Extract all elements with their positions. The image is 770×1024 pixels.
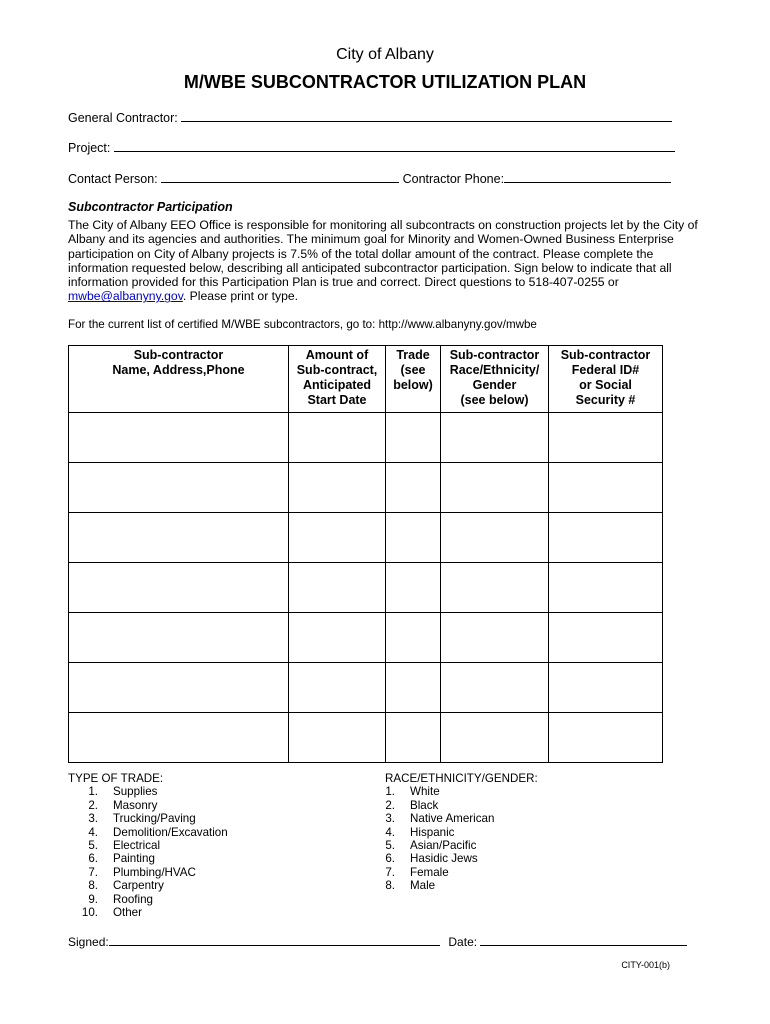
table-cell[interactable] bbox=[289, 413, 386, 463]
list-number: 3. bbox=[385, 812, 395, 826]
race-list-heading: RACE/ETHNICITY/GENDER: bbox=[385, 772, 538, 785]
paragraph-line: information requested below, describing all anticipated subcontractor participation. Sign below to indicate that all bbox=[68, 260, 672, 275]
signature-row bbox=[68, 933, 687, 949]
project-row bbox=[68, 139, 675, 156]
table-cell[interactable] bbox=[289, 563, 386, 613]
list-label: White bbox=[410, 785, 440, 799]
participation-heading: Subcontractor Participation bbox=[68, 200, 233, 214]
paragraph-line: information provided for this Participation Plan is true and correct. Direct questions to 518-407-0255 or bbox=[68, 275, 619, 290]
email-link[interactable]: mwbe@albanyny.gov bbox=[68, 289, 183, 304]
page-title: M/WBE SUBCONTRACTOR UTILIZATION PLAN bbox=[183, 72, 587, 92]
table-cell[interactable] bbox=[549, 663, 663, 713]
list-label: Painting bbox=[113, 852, 155, 866]
table-cell[interactable] bbox=[441, 613, 549, 663]
certified-list-note: For the current list of certified M/WBE subcontractors, go to: http://www.albanyny.gov/mwbe bbox=[68, 318, 537, 331]
table-cell[interactable] bbox=[441, 713, 549, 763]
list-number: 9. bbox=[88, 892, 98, 906]
date-label: Date: bbox=[448, 935, 478, 949]
table-cell[interactable] bbox=[549, 513, 663, 563]
paragraph-closing: . Please print or type. bbox=[182, 289, 299, 304]
list-number: 7. bbox=[385, 865, 395, 879]
table-cell[interactable] bbox=[69, 463, 289, 513]
list-label: Asian/Pacific bbox=[410, 839, 477, 853]
table-cell[interactable] bbox=[69, 613, 289, 663]
table-row bbox=[69, 713, 663, 763]
trade-list-item bbox=[68, 852, 228, 865]
list-label: Supplies bbox=[113, 785, 158, 799]
list-number: 2. bbox=[88, 798, 98, 812]
list-number: 5. bbox=[88, 839, 98, 853]
table-cell[interactable] bbox=[386, 463, 441, 513]
contact-person-field[interactable] bbox=[161, 170, 399, 183]
race-list-item bbox=[385, 812, 538, 825]
list-number: 2. bbox=[385, 798, 395, 812]
table-cell[interactable] bbox=[289, 513, 386, 563]
table-cell[interactable] bbox=[69, 413, 289, 463]
list-number: 4. bbox=[385, 825, 395, 839]
date-field[interactable] bbox=[480, 933, 687, 946]
col-trade: Trade (see below) bbox=[386, 346, 441, 413]
participation-paragraph bbox=[68, 218, 698, 304]
list-label: Male bbox=[410, 879, 436, 893]
list-label: Trucking/Paving bbox=[113, 812, 196, 826]
table-cell[interactable] bbox=[69, 563, 289, 613]
col-race-ethnicity-gender: Sub-contractor Race/Ethnicity/ Gender (see below) bbox=[441, 346, 549, 413]
list-number: 6. bbox=[88, 852, 98, 866]
table-row bbox=[69, 563, 663, 613]
table-body bbox=[69, 413, 663, 763]
signature-field[interactable] bbox=[109, 933, 440, 946]
race-list-item bbox=[385, 879, 538, 892]
table-cell[interactable] bbox=[386, 613, 441, 663]
list-label: Hasidic Jews bbox=[410, 852, 478, 866]
race-ethnicity-gender-list bbox=[385, 772, 538, 893]
table-row bbox=[69, 463, 663, 513]
table-cell[interactable] bbox=[441, 663, 549, 713]
table-cell[interactable] bbox=[386, 413, 441, 463]
table-cell[interactable] bbox=[441, 563, 549, 613]
list-label: Native American bbox=[410, 812, 495, 826]
table-cell[interactable] bbox=[289, 613, 386, 663]
list-label: Black bbox=[410, 798, 439, 812]
table-cell[interactable] bbox=[549, 563, 663, 613]
trade-list-item bbox=[68, 799, 228, 812]
table-cell[interactable] bbox=[289, 663, 386, 713]
list-number: 1. bbox=[385, 785, 395, 799]
table-cell[interactable] bbox=[69, 663, 289, 713]
trade-list-heading: TYPE OF TRADE: bbox=[68, 772, 164, 785]
table-cell[interactable] bbox=[549, 413, 663, 463]
table-cell[interactable] bbox=[69, 513, 289, 563]
race-list-item bbox=[385, 852, 538, 865]
race-list-item bbox=[385, 799, 538, 812]
list-label: Plumbing/HVAC bbox=[113, 865, 196, 879]
general-contractor-row bbox=[68, 109, 672, 126]
list-label: Electrical bbox=[113, 839, 161, 853]
table-cell[interactable] bbox=[441, 463, 549, 513]
contractor-phone-field[interactable] bbox=[504, 170, 671, 183]
table-cell[interactable] bbox=[69, 713, 289, 763]
table-cell[interactable] bbox=[549, 463, 663, 513]
list-number: 6. bbox=[385, 852, 395, 866]
trade-type-list bbox=[68, 772, 228, 919]
trade-list-item bbox=[68, 826, 228, 839]
list-label: Masonry bbox=[113, 798, 158, 812]
list-number: 10. bbox=[81, 906, 98, 920]
trade-list-item bbox=[68, 839, 228, 852]
list-label: Roofing bbox=[113, 892, 153, 906]
table-cell[interactable] bbox=[386, 713, 441, 763]
contact-row bbox=[68, 170, 671, 187]
project-label: Project: bbox=[68, 141, 111, 155]
city-name: City of Albany bbox=[336, 46, 434, 63]
race-list-item bbox=[385, 866, 538, 879]
table-cell[interactable] bbox=[386, 663, 441, 713]
paragraph-line: Albany and its agencies and authorities. The minimum goal for Minority and Women-Owned Business Enterprise bbox=[68, 232, 674, 247]
contractor-phone-label: Contractor Phone: bbox=[402, 172, 505, 186]
table-row bbox=[69, 413, 663, 463]
list-label: Demolition/Excavation bbox=[113, 825, 228, 839]
general-contractor-field[interactable] bbox=[181, 109, 672, 122]
trade-list-item bbox=[68, 785, 228, 798]
race-list-item bbox=[385, 826, 538, 839]
general-contractor-label: General Contractor: bbox=[68, 111, 178, 125]
list-label: Hispanic bbox=[410, 825, 455, 839]
paragraph-line: The City of Albany EEO Office is responsible for monitoring all subcontracts on construction projects let by the City of bbox=[68, 218, 698, 232]
trade-list-item bbox=[68, 812, 228, 825]
col-subcontractor-name: Sub-contractor Name, Address,Phone bbox=[69, 346, 289, 413]
table-cell[interactable] bbox=[386, 513, 441, 563]
race-list-item bbox=[385, 839, 538, 852]
trade-list-item bbox=[68, 906, 228, 919]
list-number: 4. bbox=[88, 825, 98, 839]
list-number: 7. bbox=[88, 865, 98, 879]
list-number: 8. bbox=[385, 879, 395, 893]
project-field[interactable] bbox=[114, 139, 675, 152]
table-cell[interactable] bbox=[386, 563, 441, 613]
table-header-row bbox=[69, 346, 663, 413]
table-cell[interactable] bbox=[441, 413, 549, 463]
list-number: 5. bbox=[385, 839, 395, 853]
table-cell[interactable] bbox=[289, 463, 386, 513]
race-list-item bbox=[385, 785, 538, 798]
trade-list-item bbox=[68, 893, 228, 906]
col-federal-id: Sub-contractor Federal ID# or Social Security # bbox=[549, 346, 663, 413]
table-cell[interactable] bbox=[441, 513, 549, 563]
table-row bbox=[69, 513, 663, 563]
form-id: CITY-001(b) bbox=[621, 960, 670, 970]
paragraph-line: participation on City of Albany projects is 7.5% of the total dollar amount of the contract. Please complete the bbox=[68, 246, 654, 261]
trade-list-item bbox=[68, 866, 228, 879]
table-cell[interactable] bbox=[549, 713, 663, 763]
contact-person-label: Contact Person: bbox=[68, 172, 158, 186]
trade-list-item bbox=[68, 879, 228, 892]
list-label: Carpentry bbox=[113, 879, 164, 893]
col-amount: Amount of Sub-contract, Anticipated Start Date bbox=[289, 346, 386, 413]
list-number: 8. bbox=[88, 879, 98, 893]
table-row bbox=[69, 663, 663, 713]
paragraph-line-last bbox=[68, 289, 698, 303]
table-row bbox=[69, 613, 663, 663]
list-label: Female bbox=[410, 865, 449, 879]
table-cell[interactable] bbox=[289, 713, 386, 763]
list-number: 3. bbox=[88, 812, 98, 826]
subcontractor-table bbox=[68, 345, 663, 763]
list-label: Other bbox=[113, 906, 142, 920]
list-number: 1. bbox=[88, 785, 98, 799]
table-cell[interactable] bbox=[549, 613, 663, 663]
signed-label: Signed: bbox=[68, 935, 109, 949]
